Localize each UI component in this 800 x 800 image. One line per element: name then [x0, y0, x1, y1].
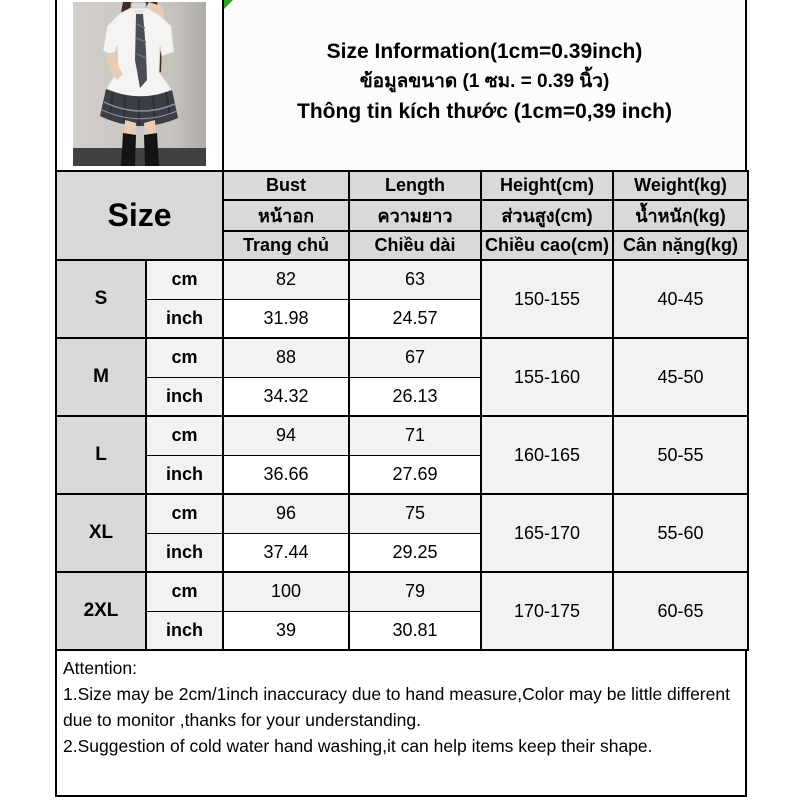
size-label-xl: XL: [56, 494, 146, 572]
height-range-xl: 165-170: [481, 494, 613, 572]
weight-range-l: 50-55: [613, 416, 748, 494]
size-label-l: L: [56, 416, 146, 494]
bust-inch-m: 34.32: [223, 377, 349, 416]
col-header-bust-en: Bust: [223, 171, 349, 200]
table-row-s-cm: [56, 260, 748, 299]
table-row-xl-cm: [56, 494, 748, 533]
col-header-height-vi: Chiều cao(cm): [481, 231, 613, 260]
bust-cm-xl: 96: [223, 494, 349, 533]
height-range-s: 150-155: [481, 260, 613, 338]
col-header-bust-vi: Trang chủ: [223, 231, 349, 260]
photo-floor: [73, 148, 206, 166]
unit-cm: cm: [146, 416, 223, 455]
photo-cell: [57, 0, 224, 170]
length-inch-2xl: 30.81: [349, 611, 481, 650]
unit-inch: inch: [146, 533, 223, 572]
bust-inch-xl: 37.44: [223, 533, 349, 572]
length-cm-l: 71: [349, 416, 481, 455]
length-inch-s: 24.57: [349, 299, 481, 338]
col-header-height-en: Height(cm): [481, 171, 613, 200]
weight-range-s: 40-45: [613, 260, 748, 338]
length-cm-2xl: 79: [349, 572, 481, 611]
weight-range-m: 45-50: [613, 338, 748, 416]
header-strip: [55, 0, 747, 170]
col-header-length-th: ความยาว: [349, 200, 481, 231]
size-label-m: M: [56, 338, 146, 416]
table-row-l-cm: [56, 416, 748, 455]
height-range-m: 155-160: [481, 338, 613, 416]
title-cell: [224, 0, 745, 170]
unit-cm: cm: [146, 260, 223, 299]
length-cm-xl: 75: [349, 494, 481, 533]
unit-cm: cm: [146, 572, 223, 611]
weight-range-2xl: 60-65: [613, 572, 748, 650]
size-chart-sheet: [55, 0, 747, 797]
weight-range-xl: 55-60: [613, 494, 748, 572]
bust-inch-2xl: 39: [223, 611, 349, 650]
col-header-length-vi: Chiều dài: [349, 231, 481, 260]
height-range-2xl: 170-175: [481, 572, 613, 650]
bust-inch-s: 31.98: [223, 299, 349, 338]
title-vietnamese: Thông tin kích thước (1cm=0,39 inch): [297, 100, 672, 123]
unit-inch: inch: [146, 299, 223, 338]
length-cm-s: 63: [349, 260, 481, 299]
col-header-weight-en: Weight(kg): [613, 171, 748, 200]
unit-cm: cm: [146, 494, 223, 533]
table-row-m-cm: [56, 338, 748, 377]
unit-inch: inch: [146, 611, 223, 650]
unit-inch: inch: [146, 377, 223, 416]
bust-cm-m: 88: [223, 338, 349, 377]
table-row-2xl-cm: [56, 572, 748, 611]
title-english: Size Information(1cm=0.39inch): [326, 40, 643, 63]
unit-inch: inch: [146, 455, 223, 494]
attention-line-2: 2.Suggestion of cold water hand washing,it can help items keep their shape.: [63, 736, 653, 756]
size-label-2xl: 2XL: [56, 572, 146, 650]
header-row-english: [56, 171, 748, 200]
col-header-bust-th: หน้าอก: [223, 200, 349, 231]
green-corner-triangle-icon: [224, 0, 233, 9]
length-inch-xl: 29.25: [349, 533, 481, 572]
size-table: [55, 170, 749, 651]
bust-cm-2xl: 100: [223, 572, 349, 611]
title-thai: ข้อมูลขนาด (1 ซม. = 0.39 นิ้ว): [359, 71, 610, 92]
length-cm-m: 67: [349, 338, 481, 377]
size-label-s: S: [56, 260, 146, 338]
col-header-weight-th: น้ำหนัก(kg): [613, 200, 748, 231]
bust-cm-l: 94: [223, 416, 349, 455]
attention-line-1: 1.Size may be 2cm/1inch inaccuracy due to hand measure,Color may be little different due to monitor ,thanks for your understanding.: [63, 684, 730, 730]
attention-heading: Attention:: [63, 658, 137, 678]
product-photo: [73, 2, 206, 166]
attention-note: [55, 651, 747, 797]
length-inch-m: 26.13: [349, 377, 481, 416]
height-range-l: 160-165: [481, 416, 613, 494]
col-header-height-th: ส่วนสูง(cm): [481, 200, 613, 231]
bust-inch-l: 36.66: [223, 455, 349, 494]
size-header-cell: Size: [56, 171, 223, 260]
col-header-length-en: Length: [349, 171, 481, 200]
col-header-weight-vi: Cân nặng(kg): [613, 231, 748, 260]
bust-cm-s: 82: [223, 260, 349, 299]
unit-cm: cm: [146, 338, 223, 377]
length-inch-l: 27.69: [349, 455, 481, 494]
